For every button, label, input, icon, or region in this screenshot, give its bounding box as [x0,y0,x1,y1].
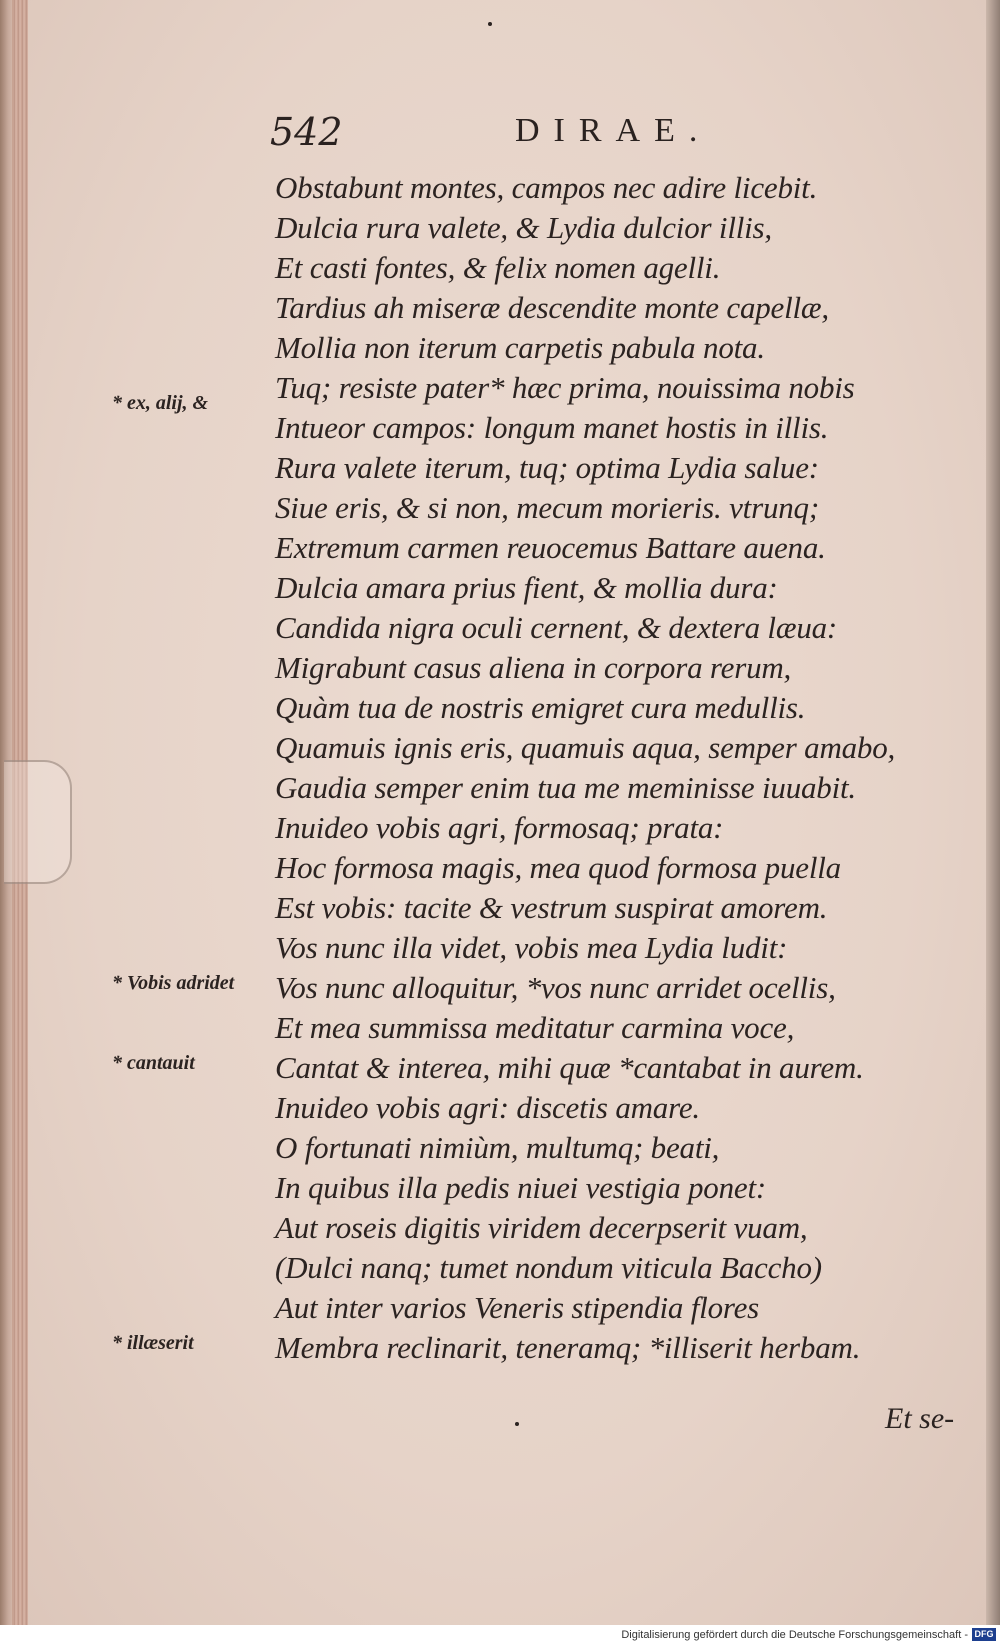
text-line: In quibus illa pedis niuei vestigia ponet: [275,1170,766,1205]
text-line: Inuideo vobis agri, formosaq; prata: [275,810,724,845]
text-line: Quàm tua de nostris emigret cura medullis. [275,690,806,725]
printer-dot [515,1422,519,1426]
text-line: Mollia non iterum carpetis pabula nota. [275,330,765,365]
text-line: Vos nunc illa videt, vobis mea Lydia ludit: [275,930,788,965]
text-line: Est vobis: tacite & vestrum suspirat amorem. [275,890,828,925]
text-line: Membra reclinarit, teneramq; *illiserit herbam. [275,1330,861,1365]
text-line: Dulcia rura valete, & Lydia dulcior illis, [275,210,772,245]
catchword: Et se- [885,1402,955,1435]
text-line: Tardius ah miseræ descendite monte capellæ, [275,290,829,325]
text-line: O fortunati nimiùm, multumq; beati, [275,1130,720,1165]
text-line: Quamuis ignis eris, quamuis aqua, semper amabo, [275,730,896,765]
bookmark-tab [4,760,72,884]
text-line: Aut roseis digitis viridem decerpserit vuam, [275,1210,808,1245]
text-line: Candida nigra oculi cernent, & dextera læua: [275,610,838,645]
text-line: Migrabunt casus aliena in corpora rerum, [275,650,792,685]
running-head: DIRAE. [515,112,712,149]
dfg-logo: DFG [972,1628,996,1641]
text-line: Dulcia amara prius fient, & mollia dura: [275,570,778,605]
funding-credit: Digitalisierung gefördert durch die Deutsche Forschungsgemeinschaft - [621,1629,968,1641]
text-line: Et mea summissa meditatur carmina voce, [275,1010,795,1045]
text-line: Tuq; resiste pater* hæc prima, nouissima nobis [275,370,855,405]
text-line: Cantat & interea, mihi quæ *cantabat in aurem. [275,1050,864,1085]
printer-dot [488,22,492,26]
text-line: Aut inter varios Veneris stipendia flores [275,1290,760,1325]
page-header [270,110,730,156]
text-line: Inuideo vobis agri: discetis amare. [275,1090,700,1125]
text-line: Extremum carmen reuocemus Battare auena. [275,530,826,565]
page-number: 542 [270,110,343,154]
right-page-edge [986,0,1000,1625]
text-line: Vos nunc alloquitur, *vos nunc arridet ocellis, [275,970,836,1005]
text-line: Intueor campos: longum manet hostis in illis. [275,410,829,445]
marginal-note: * ex, alij, & [112,392,209,414]
marginal-note: * Vobis adridet [112,972,235,994]
marginal-note: * cantauit [112,1052,195,1074]
text-line: Obstabunt montes, campos nec adire licebit. [275,170,818,205]
text-line: Et casti fontes, & felix nomen agelli. [275,250,721,285]
poem-text [275,168,955,1368]
text-line: Siue eris, & si non, mecum morieris. vtrunq; [275,490,819,525]
text-line: Hoc formosa magis, mea quod formosa puella [275,850,841,885]
text-line: Rura valete iterum, tuq; optima Lydia salue: [275,450,819,485]
marginal-note: * illæserit [112,1332,194,1354]
text-line: Gaudia semper enim tua me meminisse iuuabit. [275,770,856,805]
text-line: (Dulci nanq; tumet nondum viticula Baccho) [275,1250,822,1285]
